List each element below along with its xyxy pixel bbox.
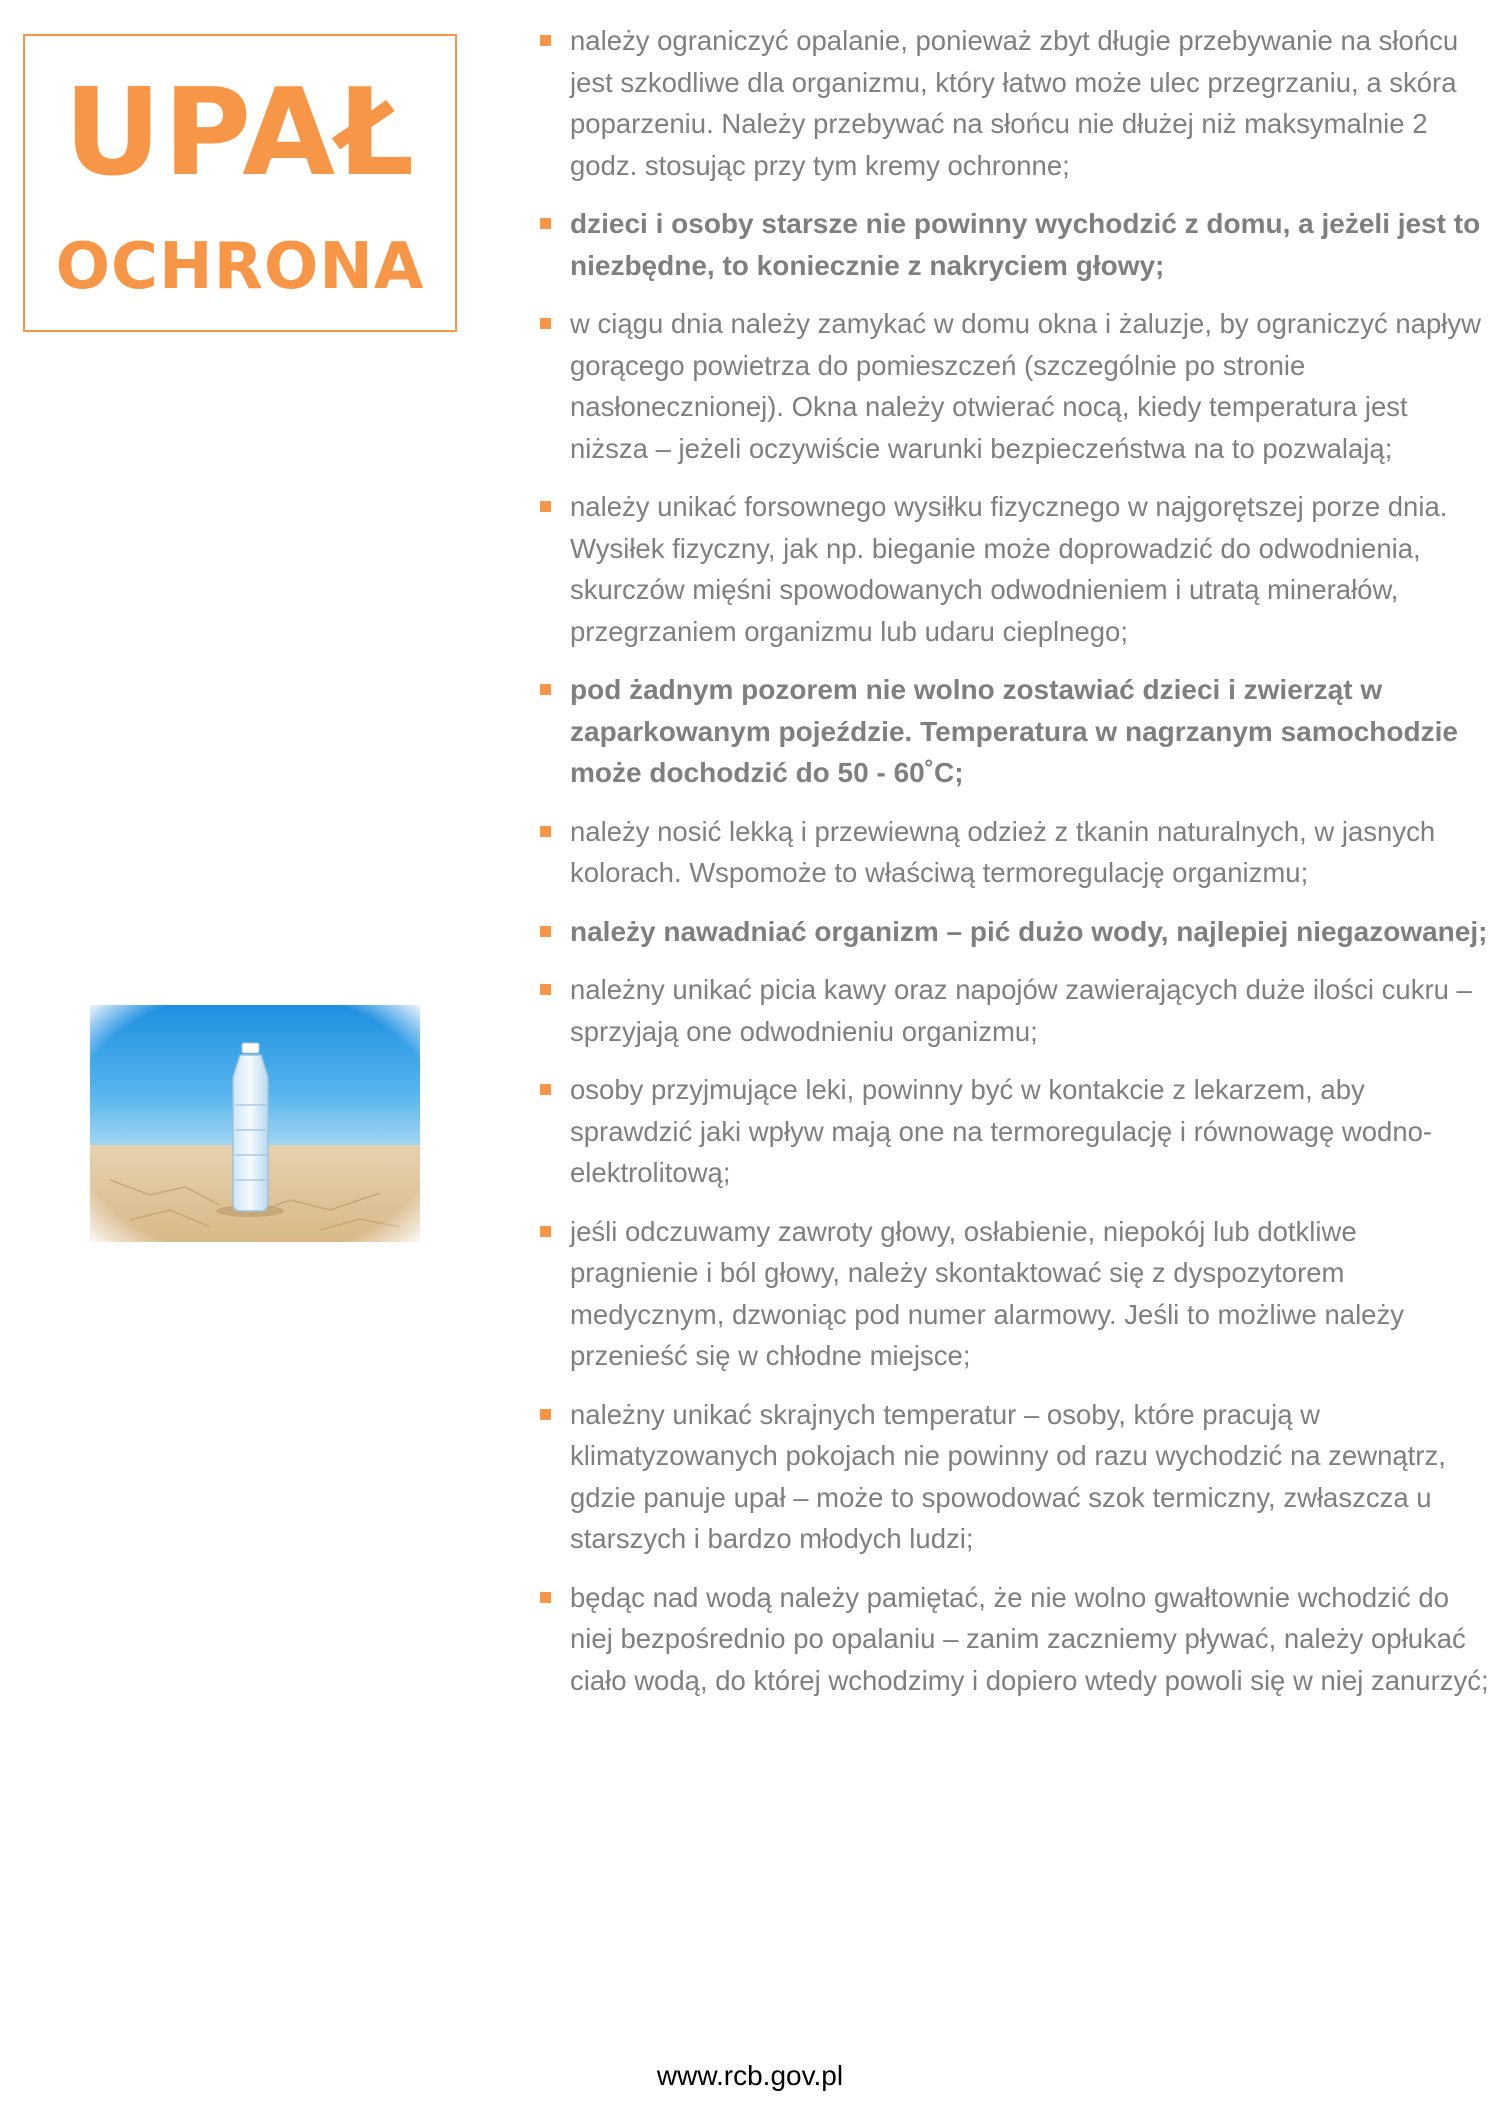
- list-item: [540, 969, 1490, 1052]
- list-item: [540, 1394, 1490, 1560]
- list-item: [540, 1069, 1490, 1194]
- list-item: [540, 203, 1490, 286]
- water-bottle-photo: [90, 1005, 420, 1242]
- item-text: będąc nad wodą należy pamiętać, że nie wolno gwałtownie wchodzić do niej bezpośrednio po opalaniu – zanim zaczniemy pływać, należy opłukać ciało wodą, do której wchodzimy i dopiero wtedy powoli się w niej zanurzyć;: [570, 1581, 1489, 1696]
- bullet-square-icon: [540, 1226, 551, 1237]
- item-text: należy nosić lekką i przewiewną odzież z tkanin naturalnych, w jasnych kolorach. Wspomoże to właściwą termoregulację organizmu;: [570, 815, 1436, 888]
- protection-advice-list: [540, 20, 1490, 1718]
- bullet-square-icon: [540, 35, 551, 46]
- bullet-square-icon: [540, 984, 551, 995]
- item-text: w ciągu dnia należy zamykać w domu okna i żaluzje, by ograniczyć napływ gorącego powietrza do pomieszczeń (szczególnie po stronie nasłonecznionej). Okna należy otwierać nocą, kiedy temperatura jest niższa – jeżeli oczywiście warunki bezpieczeństwa na to pozwalają;: [570, 308, 1481, 464]
- bullet-square-icon: [540, 926, 551, 937]
- item-text: należy ograniczyć opalanie, ponieważ zbyt długie przebywanie na słońcu jest szkodliwe dla organizmu, który łatwo może ulec przegrzaniu, a skóra poparzeniu. Należy przebywać na słońcu nie dłużej niż maksymalnie 2 godz. stosując przy tym kremy ochronne;: [570, 25, 1459, 181]
- page-subtitle: OCHRONA: [55, 230, 425, 304]
- item-text: należny unikać picia kawy oraz napojów zawierających duże ilości cukru – sprzyjają one odwodnieniu organizmu;: [570, 974, 1472, 1047]
- bullet-square-icon: [540, 826, 551, 837]
- bullet-square-icon: [540, 1084, 551, 1095]
- bullet-square-icon: [540, 318, 551, 329]
- item-text: osoby przyjmujące leki, powinny być w kontakcie z lekarzem, aby sprawdzić jaki wpływ mają one na termoregulację i równowagę wodno-elektrolitową;: [570, 1074, 1433, 1188]
- list-item: [540, 669, 1490, 794]
- title-box: [23, 34, 457, 332]
- list-item: [540, 1211, 1490, 1377]
- item-text: należy unikać forsownego wysiłku fizycznego w najgorętszej porze dnia. Wysiłek fizyczny, jak np. bieganie może doprowadzić do odwodnienia, skurczów mięśni spowodowanych odwodnieniem i utratą minerałów, przegrzaniem organizmu lub udaru cieplnego;: [570, 491, 1448, 647]
- bullet-square-icon: [540, 501, 551, 512]
- item-text: należy nawadniać organizm – pić dużo wody, najlepiej niegazowanej;: [570, 915, 1488, 947]
- list-item: [540, 1577, 1490, 1702]
- footer-url: www.rcb.gov.pl: [656, 2060, 844, 2091]
- item-text: pod żadnym pozorem nie wolno zostawiać dzieci i zwierząt w zaparkowanym pojeździe. Temperatura w nagrzanym samochodzie może dochodzić do 50 - 60˚C;: [570, 674, 1458, 788]
- list-item: [540, 811, 1490, 894]
- bullet-square-icon: [540, 1592, 551, 1603]
- bullet-square-icon: [540, 1409, 551, 1420]
- list-item: [540, 303, 1490, 469]
- item-text: jeśli odczuwamy zawroty głowy, osłabienie, niepokój lub dotkliwe pragnienie i ból głowy, należy skontaktować się z dyspozytorem medycznym, dzwoniąc pod numer alarmowy. Jeśli to możliwe należy przenieść się w chłodne miejsce;: [570, 1215, 1404, 1371]
- page-title: UPAŁ: [63, 64, 417, 203]
- list-item: [540, 20, 1490, 186]
- bullet-square-icon: [540, 684, 551, 695]
- bullet-square-icon: [540, 218, 551, 229]
- list-item: [540, 486, 1490, 652]
- item-text: należny unikać skrajnych temperatur – osoby, które pracują w klimatyzowanych pokojach nie powinny od razu wychodzić na zewnątrz, gdzie panuje upał – może to spowodować szok termiczny, zwłaszcza u starszych i bardzo młodych ludzi;: [570, 1398, 1446, 1554]
- item-text: dzieci i osoby starsze nie powinny wychodzić z domu, a jeżeli jest to niezbędne, to koniecznie z nakryciem głowy;: [570, 208, 1481, 281]
- list-item: [540, 911, 1490, 953]
